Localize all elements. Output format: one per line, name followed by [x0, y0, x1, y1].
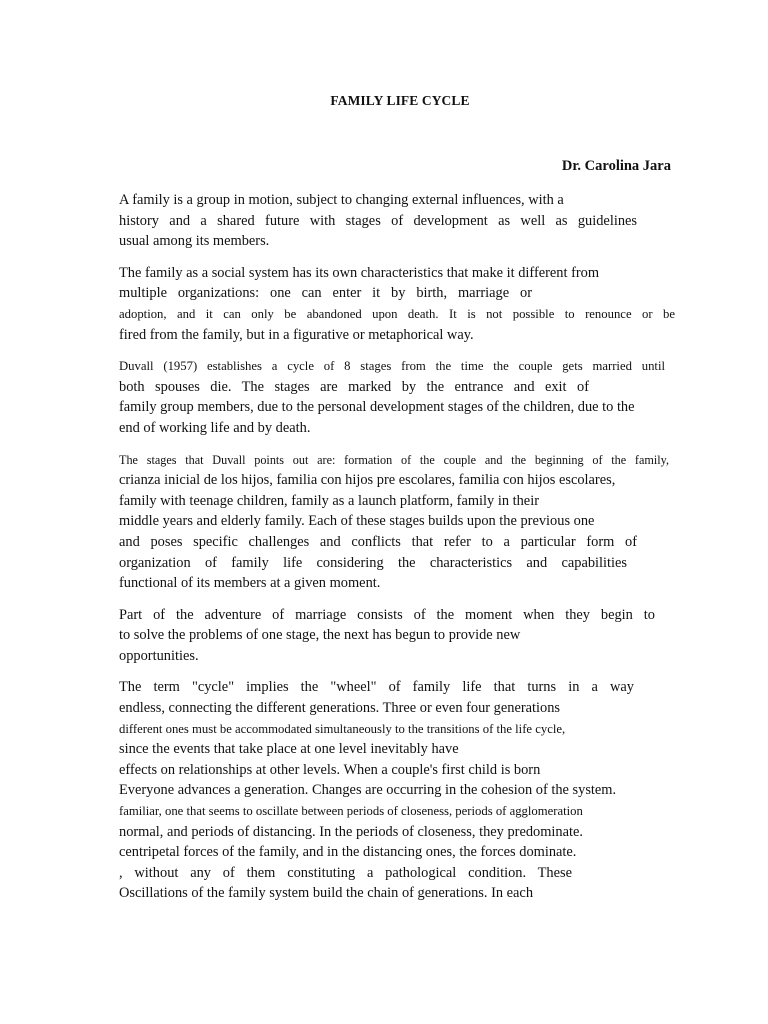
text-line: The term "cycle" implies the "wheel" of family life that turns in a way	[119, 679, 634, 696]
text-line: fired from the family, but in a figurative or metaphorical way.	[119, 326, 474, 343]
text-line: middle years and elderly family. Each of these stages builds upon the previous one	[119, 513, 595, 530]
text-line: Part of the adventure of marriage consists of the moment when they begin to	[119, 606, 655, 623]
text-line: family group members, due to the personal development stages of the children, due to the	[119, 399, 635, 416]
text-line: history and a shared future with stages of development as well as guidelines	[119, 212, 637, 229]
text-line: , without any of them constituting a pathological condition. These	[119, 864, 572, 881]
text-line: since the events that take place at one level inevitably have	[119, 741, 459, 758]
text-line: A family is a group in motion, subject to changing external influences, with a	[119, 192, 564, 208]
text-line: effects on relationships at other levels. When a couple's first child is born	[119, 761, 541, 778]
text-line: both spouses die. The stages are marked by the entrance and exit of	[119, 378, 589, 395]
author-name: Dr. Carolina Jara	[561, 158, 671, 174]
paragraph	[119, 605, 685, 667]
text-line: Duvall (1957) establishes a cycle of 8 stages from the time the couple gets married until	[119, 359, 665, 374]
text-line: organization of family life considering the characteristics and capabilities	[119, 554, 627, 571]
text-line: opportunities.	[119, 647, 199, 664]
text-line: different ones must be accommodated simultaneously to the transitions of the life cycle,	[119, 721, 566, 736]
text-line: end of working life and by death.	[119, 419, 311, 436]
text-line: crianza inicial de los hijos, familia con hijos pre escolares, familia con hijos escolares,	[119, 472, 616, 489]
paragraph	[119, 190, 685, 252]
text-line: The stages that Duvall points out are: formation of the couple and the beginning of the family,	[119, 452, 669, 467]
text-line: endless, connecting the different generations. Three or even four generations	[119, 700, 561, 717]
text-line: The family as a social system has its own characteristics that make it different from	[119, 264, 600, 281]
text-line: centripetal forces of the family, and in the distancing ones, the forces dominate.	[119, 844, 577, 861]
text-line: to solve the problems of one stage, the next has begun to provide new	[119, 627, 521, 644]
paragraph	[119, 263, 685, 345]
paragraph	[119, 450, 685, 594]
text-line: usual among its members.	[119, 233, 270, 250]
text-line: Everyone advances a generation. Changes are occurring in the cohesion of the system.	[119, 782, 617, 799]
text-line: Oscillations of the family system build the chain of generations. In each	[119, 885, 534, 902]
document-title: FAMILY LIFE CYCLE	[330, 93, 470, 108]
paragraph	[119, 677, 685, 904]
text-line: functional of its members at a given moment.	[119, 575, 381, 592]
paragraph	[119, 356, 685, 438]
text-line: multiple organizations: one can enter it by birth, marriage or	[119, 285, 532, 302]
text-line: adoption, and it can only be abandoned upon death. It is not possible to renounce or be	[119, 306, 675, 321]
text-line: familiar, one that seems to oscillate between periods of closeness, periods of agglomeration	[119, 804, 583, 819]
text-line: family with teenage children, family as a launch platform, family in their	[119, 492, 539, 509]
document-body	[119, 190, 685, 915]
text-line: normal, and periods of distancing. In the periods of closeness, they predominate.	[119, 823, 583, 840]
text-line: and poses specific challenges and conflicts that refer to a particular form of	[119, 533, 637, 550]
